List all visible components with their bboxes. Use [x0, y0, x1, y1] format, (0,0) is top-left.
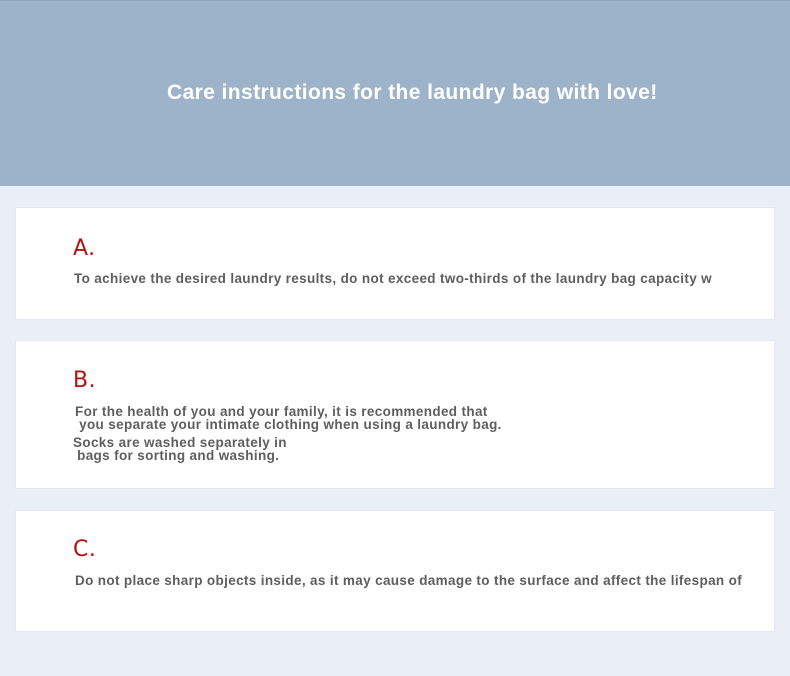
- instruction-card-b: [15, 340, 775, 489]
- instruction-letter-b: B.: [73, 368, 97, 393]
- instruction-text-c: Do not place sharp objects inside, as it may cause damage to the surface and affect the lifespan of: [75, 573, 743, 588]
- instruction-text-a: To achieve the desired laundry results, do not exceed two-thirds of the laundry bag capacity w: [74, 271, 713, 286]
- instruction-text-b-2: Socks are washed separately in bags for sorting and washing.: [73, 435, 287, 463]
- instruction-letter-a: A.: [73, 236, 96, 261]
- page-title: Care instructions for the laundry bag with love!: [167, 81, 658, 104]
- instruction-letter-c: C.: [73, 537, 97, 562]
- instruction-card-a: [15, 207, 775, 320]
- header-banner: [0, 0, 790, 186]
- instruction-text-b-1: For the health of you and your family, it is recommended that you separate your intimate clothing when using a laundry bag.: [75, 404, 502, 432]
- instruction-card-c: [15, 510, 775, 632]
